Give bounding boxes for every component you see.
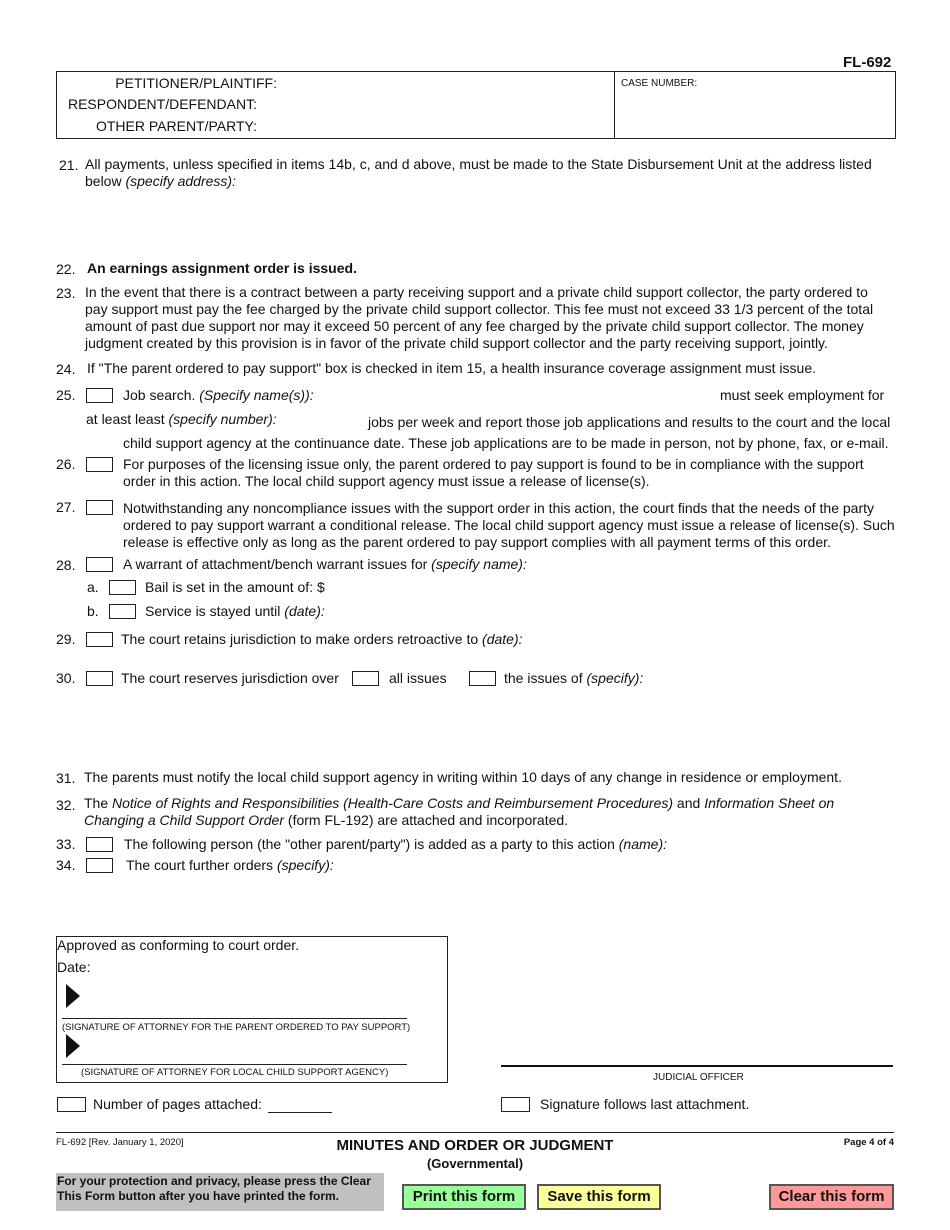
item-29-number: 29.: [56, 631, 76, 647]
item-25-text-b: [86, 411, 277, 428]
item-30-issues-of: [504, 670, 643, 687]
caption-box: [56, 71, 896, 139]
item-25-text-d: child support agency at the continuance date. These job applications are to be made in person, not by phone, fax, or e-mail.: [123, 435, 889, 451]
pages-attached-checkbox[interactable]: [57, 1097, 86, 1112]
item-30-issues-of-checkbox[interactable]: [469, 671, 496, 686]
petitioner-label: PETITIONER/PLAINTIFF:: [115, 75, 277, 91]
case-number-label: CASE NUMBER:: [621, 78, 698, 89]
judicial-officer-label: JUDICIAL OFFICER: [653, 1072, 744, 1083]
item-21-specify: (specify address):: [125, 173, 236, 189]
item-32-the: The: [84, 795, 113, 811]
privacy-notice: For your protection and privacy, please press the Clear This Form button after you have printed the form.: [56, 1173, 384, 1211]
signature-arrow-icon: [66, 1034, 80, 1058]
judicial-officer-line[interactable]: [501, 1065, 893, 1067]
caption-divider: [614, 72, 615, 138]
item-33-name: (name):: [618, 836, 667, 852]
item-24-text: If "The parent ordered to pay support" box is checked in item 15, a health insurance coverage assignment must issue.: [87, 360, 817, 376]
item-23-number: 23.: [56, 285, 76, 301]
item-34-checkbox[interactable]: [86, 858, 113, 873]
item-21-line2: below: [85, 173, 126, 189]
other-parent-label: OTHER PARENT/PARTY:: [95, 118, 257, 134]
item-32-changing-order: Changing a Child Support Order: [84, 812, 285, 828]
signature-arrow-icon: [66, 984, 80, 1008]
item-24-number: 24.: [56, 361, 76, 377]
item-28-warrant: A warrant of attachment/bench warrant issues for: [123, 556, 432, 572]
save-form-button[interactable]: Save this form: [537, 1184, 661, 1210]
item-29-date: (date):: [482, 631, 523, 647]
item-28b-date: (date):: [284, 603, 325, 619]
item-21-line1: All payments, unless specified in items 14b, c, and d above, must be made to the State Disbursement Unit at the address listed: [85, 156, 872, 172]
item-27-number: 27.: [56, 499, 76, 515]
form-title: MINUTES AND ORDER OR JUDGMENT: [336, 1137, 614, 1154]
item-25-text-c: jobs per week and report those job applications and results to the court and the local: [368, 414, 891, 430]
item-30-checkbox[interactable]: [86, 671, 113, 686]
footer-divider: [56, 1132, 894, 1133]
item-26-checkbox[interactable]: [86, 457, 113, 472]
item-28-specify-name: (specify name):: [431, 556, 527, 572]
item-28b-text: [145, 603, 325, 620]
sig-follows-label: Signature follows last attachment.: [540, 1096, 750, 1112]
clear-form-button[interactable]: Clear this form: [769, 1184, 894, 1210]
signature-line-1[interactable]: [62, 1018, 407, 1019]
item-28b-stayed: Service is stayed until: [145, 603, 285, 619]
page-number: Page 4 of 4: [843, 1137, 894, 1148]
item-28-number: 28.: [56, 557, 76, 573]
form-revision: FL-692 [Rev. January 1, 2020]: [56, 1137, 184, 1148]
item-32-attached: (form FL-192) are attached and incorporated.: [284, 812, 569, 828]
signature-2-caption: (SIGNATURE OF ATTORNEY FOR LOCAL CHILD SUPPORT AGENCY): [81, 1067, 389, 1078]
signature-1-caption: (SIGNATURE OF ATTORNEY FOR THE PARENT ORDERED TO PAY SUPPORT): [62, 1022, 411, 1033]
signature-line-2[interactable]: [62, 1064, 407, 1065]
item-28b-checkbox[interactable]: [109, 604, 136, 619]
item-21-number: 21.: [59, 157, 79, 173]
item-30-issues-of-text: the issues of: [504, 670, 587, 686]
item-30-specify: (specify):: [586, 670, 644, 686]
approval-title: Approved as conforming to court order.: [57, 937, 300, 953]
item-27-checkbox[interactable]: [86, 500, 113, 515]
item-32-notice-title: Notice of Rights and Responsibilities (Health-Care Costs and Reimbursement Procedures): [112, 795, 674, 811]
item-25-specify-number: (specify number):: [168, 411, 277, 427]
item-25-specify-names: (Specify name(s)):: [199, 387, 314, 403]
item-32-and: and: [673, 795, 705, 811]
item-33-checkbox[interactable]: [86, 837, 113, 852]
item-29-retains: The court retains jurisdiction to make orders retroactive to: [121, 631, 483, 647]
item-28b-label: b.: [87, 603, 99, 619]
item-30-all-issues-checkbox[interactable]: [352, 671, 379, 686]
item-32-text: [84, 795, 854, 829]
item-33-number: 33.: [56, 836, 76, 852]
item-33-following: The following person (the "other parent/party") is added as a party to this action: [124, 836, 619, 852]
item-30-all-issues: all issues: [389, 670, 447, 686]
respondent-label: RESPONDENT/DEFENDANT:: [67, 96, 257, 112]
item-34-specify: (specify):: [276, 857, 334, 873]
form-id: FL-692: [843, 54, 892, 71]
item-25-text-right: must seek employment for: [720, 387, 885, 403]
item-30-text: The court reserves jurisdiction over: [121, 670, 339, 686]
item-33-text: [124, 836, 667, 853]
approval-box: [56, 936, 448, 1083]
item-25-checkbox[interactable]: [86, 388, 113, 403]
pages-attached-field[interactable]: [268, 1112, 332, 1113]
item-26-text: For purposes of the licensing issue only, the parent ordered to pay support is found to be in compliance with the support order in this action. The local child support agency must issue a release of license(s).: [123, 456, 864, 489]
item-34-number: 34.: [56, 857, 76, 873]
item-25-at-least: at least least: [86, 411, 169, 427]
item-29-checkbox[interactable]: [86, 632, 113, 647]
sig-follows-checkbox[interactable]: [501, 1097, 530, 1112]
pages-attached-label: Number of pages attached:: [93, 1096, 262, 1112]
print-form-button[interactable]: Print this form: [402, 1184, 526, 1210]
item-22-number: 22.: [56, 261, 76, 277]
item-32-number: 32.: [56, 797, 76, 813]
item-21-text: [85, 156, 895, 190]
item-31-number: 31.: [56, 770, 76, 786]
form-subtitle: (Governmental): [426, 1156, 524, 1171]
item-26-number: 26.: [56, 456, 76, 472]
item-30-number: 30.: [56, 670, 76, 686]
item-28a-checkbox[interactable]: [109, 580, 136, 595]
approval-date-label: Date:: [57, 959, 91, 975]
item-25-number: 25.: [56, 387, 76, 403]
item-28a-label: a.: [87, 579, 99, 595]
item-31-text: The parents must notify the local child support agency in writing within 10 days of any change in residence or employment.: [84, 769, 842, 785]
item-28-checkbox[interactable]: [86, 557, 113, 572]
item-28-text: [123, 556, 527, 573]
item-23-text: In the event that there is a contract between a party receiving support and a private child support collector, the party ordered to pay support must pay the fee charged by the private child support collector. This fee must not exceed 33 1/3 percent of the total amount of past due support nor may it exceed 50 percent of any fee charged by the private child support collector. The money judgment created by this provision is in favor of the private child support collector and the party receiving support, jointly.: [85, 284, 874, 351]
item-28a-text: Bail is set in the amount of: $: [145, 579, 325, 595]
item-34-further: The court further orders: [126, 857, 277, 873]
item-29-text: [121, 631, 523, 648]
item-22-text: An earnings assignment order is issued.: [87, 260, 357, 276]
item-27-text: Notwithstanding any noncompliance issues with the support order in this action, the court finds that the needs of the party ordered to pay support warrant a conditional release. The local child support agency must issue a release of license(s). Such release is effective only as long as the parent ordered to pay support complies with all payment terms of this order.: [123, 500, 895, 550]
item-32-info-sheet: Information Sheet on: [704, 795, 835, 811]
item-25-text-a: [123, 387, 314, 404]
item-34-text: [126, 857, 334, 874]
item-25-job-search: Job search.: [123, 387, 200, 403]
